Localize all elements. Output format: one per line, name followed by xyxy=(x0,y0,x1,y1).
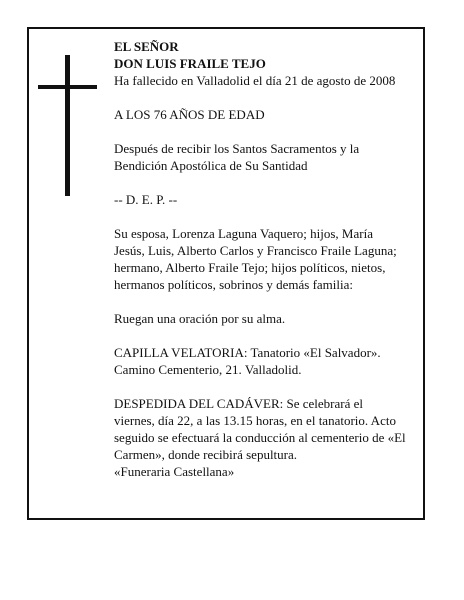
sacraments-block xyxy=(114,140,414,174)
farewell-line: seguido se efectuará la conducción al cementerio de «El xyxy=(114,430,406,445)
family-line: hermanos políticos, sobrinos y demás familia: xyxy=(114,277,354,292)
family-block xyxy=(114,225,414,293)
prayer-line: Ruegan una oración por su alma. xyxy=(114,311,286,326)
header-block xyxy=(114,38,414,89)
dep-line: -- D. E. P. -- xyxy=(114,192,178,207)
title-line: EL SEÑOR xyxy=(114,39,179,54)
sacraments-line: Después de recibir los Santos Sacramentos y la xyxy=(114,141,360,156)
family-line: Jesús, Luis, Alberto Carlos y Francisco Fraile Laguna; xyxy=(114,243,397,258)
chapel-line: CAPILLA VELATORIA: Tanatorio «El Salvador». xyxy=(114,345,381,360)
chapel-line: Camino Cementerio, 21. Valladolid. xyxy=(114,362,302,377)
farewell-line: viernes, día 22, a las 13.15 horas, en el tanatorio. Acto xyxy=(114,413,396,428)
farewell-line: DESPEDIDA DEL CADÁVER: Se celebrará el xyxy=(114,396,363,411)
age-line: A LOS 76 AÑOS DE EDAD xyxy=(114,107,265,122)
cross-horizontal-bar xyxy=(38,85,97,89)
farewell-line: Carmen», donde recibirá sepultura. xyxy=(114,447,298,462)
sacraments-line: Bendición Apostólica de Su Santidad xyxy=(114,158,308,173)
cross-vertical-bar xyxy=(65,55,70,196)
funeral-home: «Funeraria Castellana» xyxy=(114,464,235,479)
farewell-block xyxy=(114,395,414,480)
family-line: Su esposa, Lorenza Laguna Vaquero; hijos, María xyxy=(114,226,373,241)
death-notice: Ha fallecido en Valladolid el día 21 de agosto de 2008 xyxy=(114,73,396,88)
obituary-content xyxy=(114,38,414,480)
chapel-block xyxy=(114,344,414,378)
family-line: hermano, Alberto Fraile Tejo; hijos políticos, nietos, xyxy=(114,260,386,275)
deceased-name: DON LUIS FRAILE TEJO xyxy=(114,56,266,71)
